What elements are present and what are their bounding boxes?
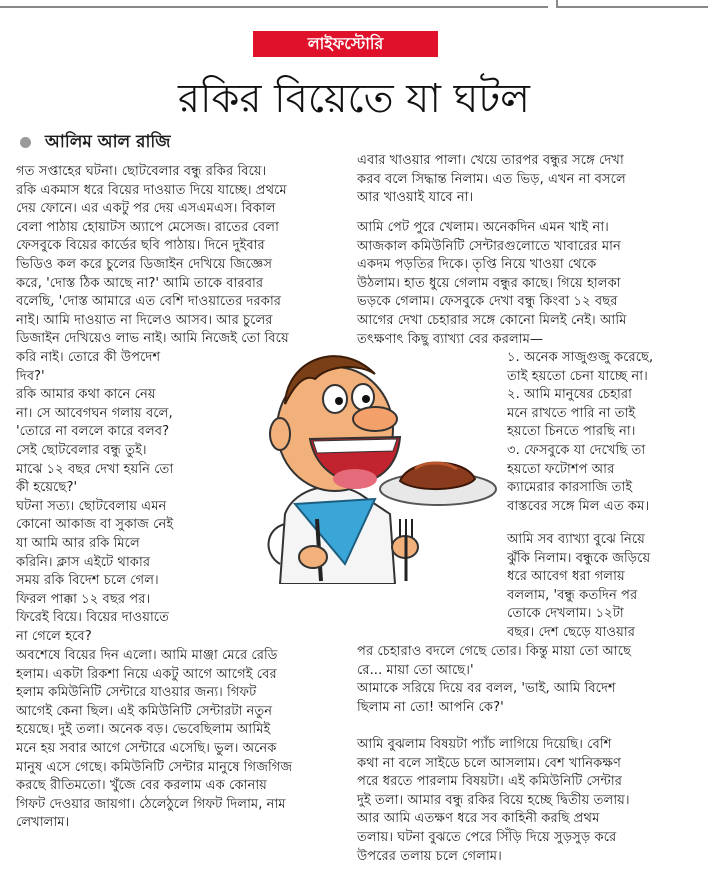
text-line: বেলা পাঠায় হোয়াটস অ্যাপে মেসেজ। রাতের বেলা — [16, 219, 279, 235]
text-line: গিফট দেওয়ার জায়গা। ঠেলেঠুলে গিফট দিলাম, নাম — [16, 796, 286, 812]
author-byline — [20, 129, 171, 155]
text-line: সেই ছোটবেলার বন্ধু তুই। — [16, 442, 147, 458]
text-line: কী হয়েছে?' — [16, 480, 78, 496]
text-line: বছর। দেশ ছেড়ে যাওয়ার — [507, 624, 635, 640]
text-line: কথা না বলে সাইডে চলে আসলাম। বেশ খানিকক্ষণ — [357, 755, 622, 771]
text-line: ঝুঁকি নিলাম। বন্ধুকে জড়িয়ে — [507, 550, 651, 566]
text-line: ভিডিও কল করে চুলের ডিজাইন দেখিয়ে জিজ্ঞেস — [16, 256, 273, 272]
text-line: আমি বুঝলাম বিষয়টা প্যাঁচ লাগিয়ে দিয়েছি। বেশি — [357, 737, 612, 752]
text-line: সময় রকি বিদেশ চলে গেল। — [16, 573, 159, 589]
text-line: ১. অনেক সাজুগুজু করেছে, — [507, 350, 654, 365]
column-2-list — [507, 349, 705, 516]
text-line: ছিলাম না তো! আপনি কে?' — [357, 699, 504, 715]
text-line: বলেছি, 'দোস্ত আমারে এত বেশি দাওয়াতের দরকার — [16, 294, 282, 310]
text-line: গত সপ্তাহের ঘটনা। ছোটবেলার বন্ধু রকির বিয়ে। — [16, 164, 267, 179]
section-tag: লাইফস্টোরি — [253, 31, 438, 57]
text-line: ফিরেই বিয়ে। বিয়ের দাওয়াতে — [16, 610, 169, 626]
text-line: বাস্তবের সঙ্গে মিল এত কম। — [507, 498, 650, 514]
text-line: মাঝে ১২ বছর দেখা হয়নি তো — [16, 461, 174, 477]
text-line: রকি একমাস ধরে বিয়ের দাওয়াত দিয়ে যাচ্ছে। প্রথমে — [16, 182, 287, 198]
text-line: উপরের তলায় চলে গেলাম। — [357, 848, 502, 864]
text-line: যা আমি আর রকি মিলে — [16, 535, 140, 551]
text-line: তাই হয়তো চেনা যাচ্ছে না। — [507, 368, 648, 384]
headline: রকির বিয়েতে যা ঘটল — [178, 76, 530, 122]
text-line: ডিজাইন দেখিয়েও লাভ নাই। আমি নিজেই তো বিয়ে — [16, 331, 289, 347]
text-line: অবশেষে বিয়ের দিন এলো। আমি মাঞ্জা মেরে রেডি — [16, 648, 278, 663]
text-line: ভড়কে গেলাম। ফেসবুকে দেখা বন্ধু কিংবা ১২ বছর — [357, 294, 618, 310]
column-2-wide — [357, 643, 702, 717]
text-line: হয়তো ফটোশপ আর — [507, 461, 615, 477]
text-line: রে... মায়া তো আছে।' — [357, 662, 474, 678]
text-line: পরে ধরতে পারলাম বিষয়টা। এই কমিউনিটি সেন্টার — [357, 774, 622, 790]
top-rule — [0, 0, 708, 8]
text-line: হয়তো চিনতে পারছি না। — [507, 424, 636, 440]
text-line: দুই তলা। আমার বন্ধু রকির বিয়ে হচ্ছে দ্বিতীয় তলায়। — [357, 792, 630, 808]
text-line: ৩. ফেসবুকে যা দেখেছি তা — [507, 442, 646, 458]
top-rule-left — [0, 0, 548, 8]
column-2-top — [357, 152, 702, 208]
author-name: আলিম আল রাজি — [45, 132, 171, 152]
text-line: রকি আমার কথা কানে নেয় — [16, 387, 156, 403]
column-2-narrow — [507, 531, 705, 643]
text-line: আগের দেখা চেহারার সঙ্গে কোনো মিলই নেই। আমি — [357, 312, 627, 328]
text-line: ২. আমি মানুষের চেহারা — [507, 387, 632, 403]
text-line: হলাম। একটা রিকশা নিয়ে একটু আগে আগেই বের — [16, 666, 277, 682]
text-line: 'তোরে না বললে কারে বলব? — [16, 424, 170, 440]
text-line: দিব?' — [16, 368, 45, 384]
cartoon-illustration — [225, 319, 515, 584]
text-line: না। সে আবেগঘন গলায় বলে, — [16, 405, 173, 421]
text-line: মানুষ এসে গেছে। কমিউনিটি সেন্টার মানুষে গিজগিজ — [16, 759, 293, 775]
text-line: আমি সব ব্যাখ্যা বুঝে নিয়ে — [507, 532, 645, 547]
text-line: আর আমি এতক্ষণ ধরে সব কাহিনী করছি প্রথম — [357, 811, 600, 827]
column-1-narrow — [16, 349, 221, 647]
text-line: করিনি। ক্লাস এইটে থাকার — [16, 554, 151, 570]
column-1-bottom — [16, 647, 352, 833]
text-line: নাই। আমি দাওয়াত না দিলেও আসব। আর চুলের — [16, 312, 273, 328]
text-line: করছে রীতিমতো। খুঁজে বের করলাম এক কোনায় — [16, 778, 267, 794]
text-line: ধরে আবেগ ধরা গলায় — [507, 569, 625, 585]
text-line: আগেই কেনা ছিল। এই কমিউনিটি সেন্টারটা নতুন — [16, 703, 273, 719]
text-line: করে, 'দোস্ত ঠিক আছে না?' আমি তাকে বারবার — [16, 275, 264, 291]
text-line: তলায়। ঘটনা বুঝতে পেরে সিঁড়ি দিয়ে সুড়সুড় করে — [357, 829, 617, 845]
text-line: ফিরল পাক্কা ১২ বছর পর। — [16, 591, 151, 607]
text-line: এবার খাওয়ার পালা। খেয়ে তারপর বন্ধুর সঙ্গে দেখা — [357, 153, 624, 168]
text-line: তোকে দেখলাম। ১২টা — [507, 606, 624, 622]
text-line: লেখালাম। — [16, 815, 70, 831]
text-line: আমি পেট পুরে খেলাম। অনেকদিন এমন খাই না। — [357, 220, 609, 235]
text-line: ঘটনা সত্য। ছোটবেলায় এমন — [16, 498, 167, 514]
column-2-end — [357, 736, 702, 866]
text-line: হয়েছে। দুই তলা। অনেক বড়। ভেবেছিলাম আমিই — [16, 722, 271, 738]
top-rule-right — [556, 0, 708, 8]
text-line: না গেলে হবে? — [16, 628, 92, 644]
text-line: মনে হয় সবার আগে সেন্টারে এসেছি। ভুল। অনেক — [16, 740, 277, 756]
text-line: দেয় ফোনে। এর একটু পর দেয় এসএমএস। বিকাল — [16, 201, 276, 217]
text-line: একদম পড়তির দিকে। তৃপ্তি নিয়ে খাওয়া থেকে — [357, 257, 597, 273]
text-line: পর চেহারাও বদলে গেছে তোর। কিন্তু মায়া তো আছে — [357, 644, 632, 659]
text-line: উঠলাম। হাত ধুয়ে গেলাম বন্ধুর কাছে। গিয়ে হালকা — [357, 275, 621, 291]
text-line: করি নাই। তোরে কী উপদেশ — [16, 350, 161, 365]
text-line: হলাম কমিউনিটি সেন্টারে যাওয়ার জন্য। গিফট — [16, 685, 257, 701]
text-line: তৎক্ষণাৎ কিছু ব্যাখ্যা বের করলাম— — [357, 331, 544, 347]
text-line: করব বলে সিদ্ধান্ত নিলাম। এত ভিড়, এখন না বসলে — [357, 171, 626, 187]
text-line: কোনো আকাজ বা সুকাজ নেই — [16, 517, 174, 533]
text-line: আমাকে সরিয়ে দিয়ে বর বলল, 'ভাই, আমি বিদেশ — [357, 681, 616, 697]
bullet-icon — [20, 137, 31, 148]
text-line: মনে রাখতে পারি না তাই — [507, 405, 636, 421]
text-line: আর খাওয়াই যাবে না। — [357, 190, 474, 206]
text-line: আজকাল কমিউনিটি সেন্টারগুলোতে খাবারের মান — [357, 238, 621, 254]
text-line: বললাম, 'বন্ধু কতদিন পর — [507, 587, 638, 603]
text-line: ফেসবুকে বিয়ের কার্ডের ছবি পাঠায়। দিনে দুইবার — [16, 238, 265, 254]
text-line: ক্যামেরার কারসাজি তাই — [507, 480, 633, 496]
